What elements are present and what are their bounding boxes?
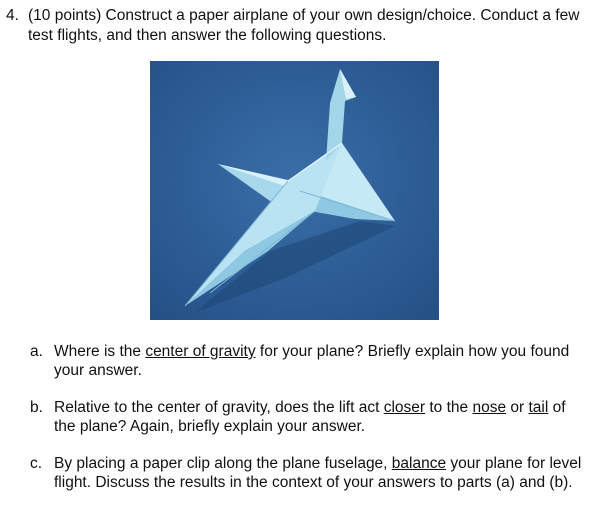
- paper-airplane-photo: [150, 61, 439, 320]
- question-4: [6, 6, 591, 46]
- paper-airplane-image: [150, 61, 439, 320]
- part-b-text: [54, 398, 590, 436]
- part-c-text: [54, 454, 590, 492]
- part-c: [30, 454, 590, 492]
- part-c-s1: By placing a paper clip along the plane fuselage,: [54, 455, 392, 472]
- part-b-s1: Relative to the center of gravity, does the lift act: [54, 399, 384, 416]
- part-a-text: [54, 342, 590, 380]
- part-b-label: b.: [30, 399, 43, 416]
- part-c-label: c.: [30, 455, 43, 472]
- part-b-s3: or: [506, 399, 529, 416]
- part-a: [30, 342, 590, 380]
- part-b-s4: of the plane? Again, briefly explain your answer.: [54, 399, 566, 435]
- question-points: (10 points): [28, 7, 102, 24]
- part-c-underlined-1: balance: [391, 455, 447, 472]
- part-b-underlined-1: closer: [383, 399, 426, 416]
- question-number: 4.: [6, 7, 19, 24]
- part-b-underlined-3: tail: [528, 399, 549, 416]
- question-text: Construct a paper airplane of your own design/choice. Conduct a few test flights, and then answer the following questions.: [28, 7, 580, 44]
- part-b: [30, 398, 590, 436]
- question-prompt: [28, 6, 591, 46]
- part-a-underlined-1: center of gravity: [145, 343, 256, 360]
- part-a-label: a.: [30, 343, 43, 360]
- part-b-underlined-2: nose: [472, 399, 507, 416]
- part-b-s2: to the: [425, 399, 473, 416]
- part-c-s2: your plane for level flight. Discuss the results in the context of your answers to parts (a) and (b).: [54, 455, 582, 491]
- part-a-s1: Where is the: [54, 343, 146, 360]
- question-parts: [30, 342, 590, 510]
- part-a-s2: for your plane? Briefly explain how you found your answer.: [54, 343, 570, 379]
